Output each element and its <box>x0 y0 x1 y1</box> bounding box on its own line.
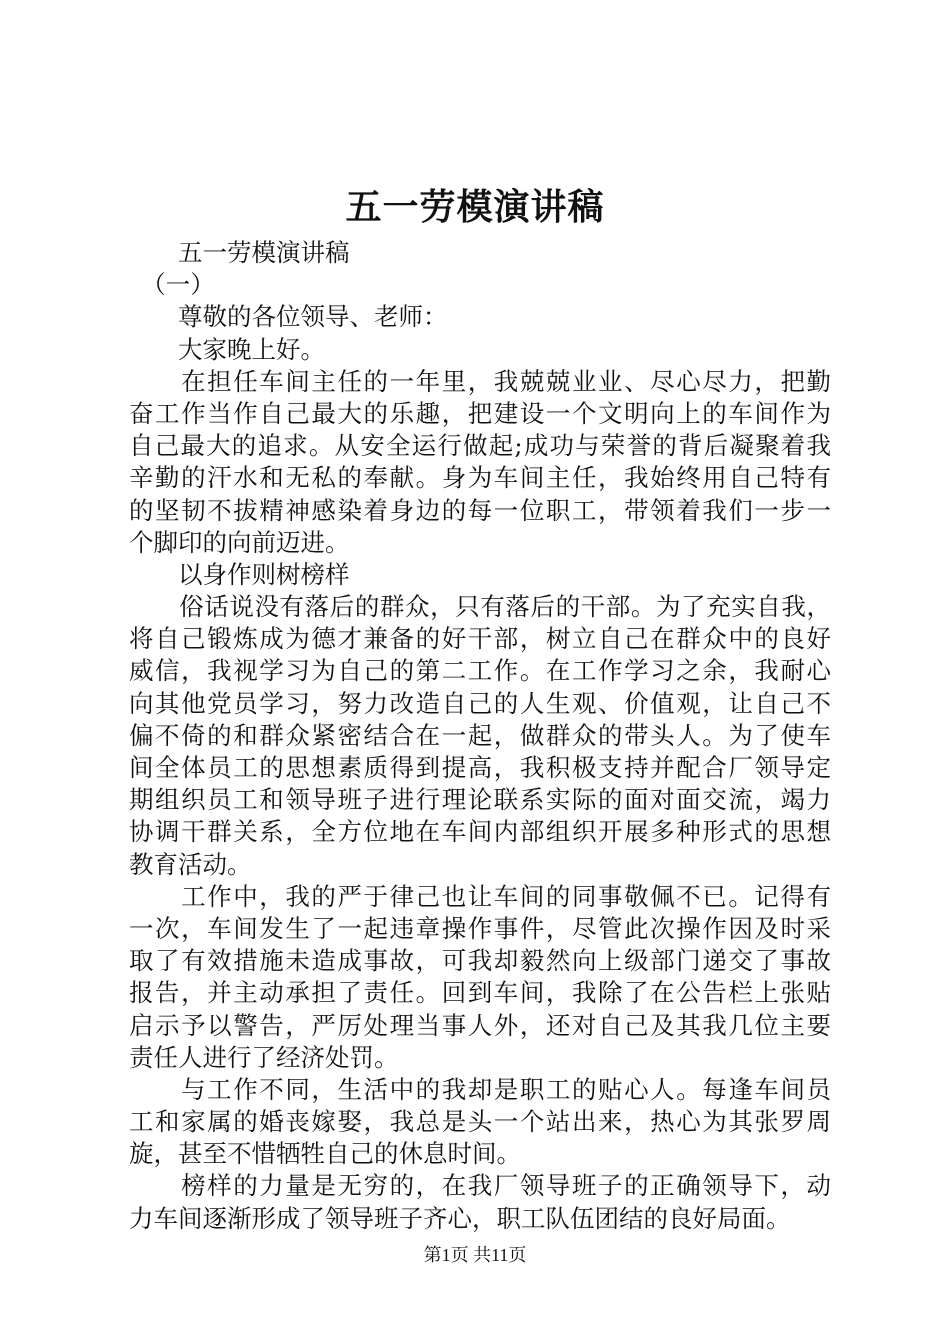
text-line: 取了有效措施未造成事故，可我却毅然向上级部门递交了事故 <box>129 946 831 976</box>
text-line: 以身作则树榜样 <box>129 559 350 589</box>
page-footer: 第1页 共11页 <box>423 1245 527 1265</box>
text-line: 偏不倚的和群众紧密结合在一起，做群众的带头人。为了使车 <box>129 720 831 750</box>
text-line: 与工作不同，生活中的我却是职工的贴心人。每逢车间员 <box>129 1074 831 1104</box>
document-body <box>129 237 831 1235</box>
text-line: 启示予以警告，严厉处理当事人外，还对自己及其我几位主要 <box>129 1010 831 1040</box>
text-line: 一次，车间发生了一起违章操作事件，尽管此次操作因及时采 <box>129 913 831 943</box>
text-line: 威信，我视学习为自己的第二工作。在工作学习之余，我耐心 <box>129 656 831 686</box>
text-line: 工作中，我的严于律己也让车间的同事敬佩不已。记得有 <box>129 881 831 911</box>
text-line: 在担任车间主任的一年里，我兢兢业业、尽心尽力，把勤 <box>129 366 831 396</box>
text-line: 自己最大的追求。从安全运行做起;成功与荣誉的背后凝聚着我 <box>129 431 831 461</box>
text-line: 教育活动。 <box>129 849 252 879</box>
text-line: 大家晚上好。 <box>129 334 325 364</box>
text-line: 奋工作当作自己最大的乐趣，把建设一个文明向上的车间作为 <box>129 398 831 428</box>
text-line: 个脚印的向前迈进。 <box>129 527 350 557</box>
text-line: 俗话说没有落后的群众，只有落后的干部。为了充实自我， <box>129 592 831 622</box>
text-line: 将自己锻炼成为德才兼备的好干部，树立自己在群众中的良好 <box>129 624 831 654</box>
text-line: 五一劳模演讲稿 <box>129 238 350 267</box>
text-line: 期组织员工和领导班子进行理论联系实际的面对面交流，竭力 <box>129 785 831 815</box>
text-line: 力车间逐渐形成了领导班子齐心，职工队伍团结的良好局面。 <box>129 1203 791 1233</box>
text-line: 的坚韧不拔精神感染着身边的每一位职工，带领着我们一步一 <box>129 495 831 525</box>
text-line: 榜样的力量是无穷的，在我厂领导班子的正确领导下，动 <box>129 1171 831 1201</box>
text-line: 协调干群关系，全方位地在车间内部组织开展多种形式的思想 <box>129 817 831 847</box>
text-line: 间全体员工的思想素质得到提高，我积极支持并配合厂领导定 <box>129 753 831 782</box>
text-line: 向其他党员学习，努力改造自己的人生观、价值观，让自己不 <box>129 688 831 718</box>
document-title: 五一劳模演讲稿 <box>345 186 605 228</box>
text-line: 辛勤的汗水和无私的奉献。身为车间主任，我始终用自己特有 <box>129 463 831 493</box>
text-line: 责任人进行了经济处罚。 <box>129 1042 399 1072</box>
text-line: 报告，并主动承担了责任。回到车间，我除了在公告栏上张贴 <box>129 978 831 1008</box>
text-line: （一） <box>129 270 215 300</box>
text-line: 工和家属的婚丧嫁娶，我总是头一个站出来，热心为其张罗周 <box>129 1107 831 1137</box>
text-line: 尊敬的各位领导、老师： <box>129 302 448 332</box>
text-line: 旋，甚至不惜牺牲自己的休息时间。 <box>129 1139 521 1169</box>
